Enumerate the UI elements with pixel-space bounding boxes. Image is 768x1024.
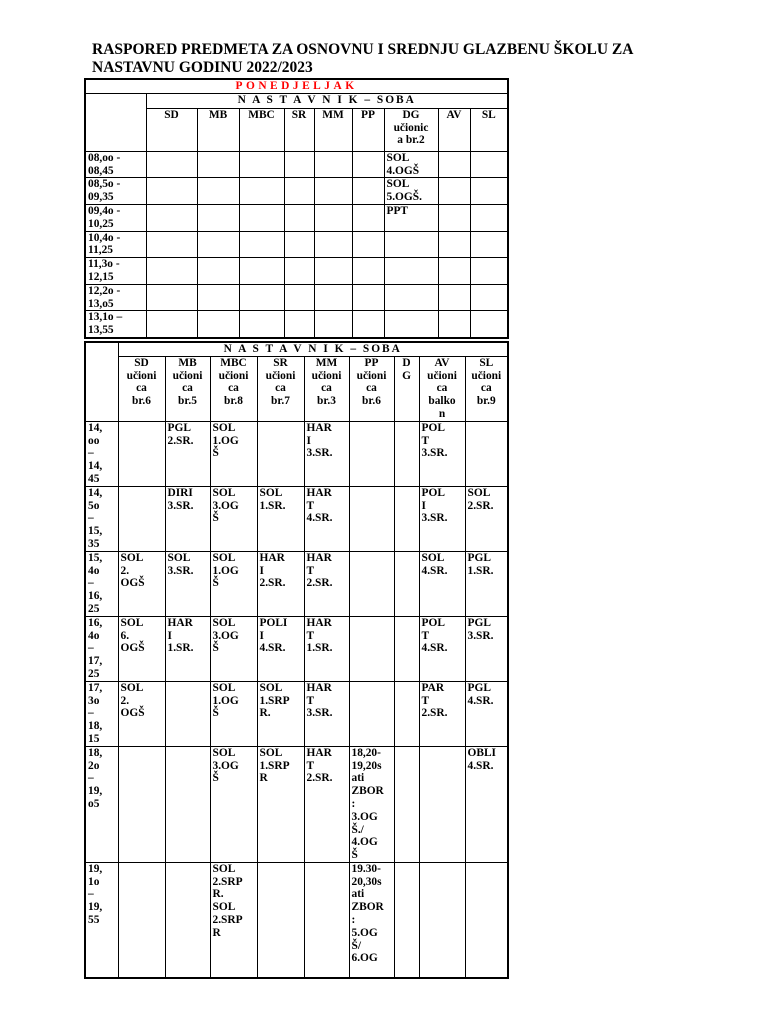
schedule-cell bbox=[239, 311, 284, 338]
schedule-cell: HAR T 3.SR. bbox=[304, 681, 349, 746]
column-header-row bbox=[85, 108, 508, 151]
schedule-cell bbox=[394, 616, 419, 681]
schedule-cell bbox=[384, 258, 438, 285]
schedule-cell: SOL 3.OG Š bbox=[210, 616, 257, 681]
column-header-row bbox=[85, 356, 508, 421]
schedule-cell: PPT bbox=[384, 204, 438, 231]
schedule-cell bbox=[394, 421, 419, 486]
schedule-cell bbox=[239, 258, 284, 285]
schedule-cell bbox=[239, 151, 284, 178]
schedule-cell bbox=[470, 231, 508, 258]
column-header: SR bbox=[284, 108, 314, 151]
schedule-cell bbox=[419, 862, 465, 978]
schedule-cell bbox=[284, 284, 314, 311]
schedule-cell bbox=[239, 204, 284, 231]
time-cell: 09,4o - 10,25 bbox=[85, 204, 146, 231]
schedule-cell bbox=[197, 311, 239, 338]
column-header: MM bbox=[314, 108, 352, 151]
schedule-cell bbox=[284, 204, 314, 231]
schedule-cell bbox=[197, 258, 239, 285]
schedule-cell bbox=[239, 284, 284, 311]
column-header: D G bbox=[394, 356, 419, 421]
schedule-cell bbox=[304, 862, 349, 978]
schedule-cell bbox=[352, 311, 384, 338]
schedule-cell: PGL 4.SR. bbox=[465, 681, 508, 746]
corner-cell bbox=[85, 93, 146, 151]
schedule-cell: SOL 4.OGŠ bbox=[384, 151, 438, 178]
schedule-cell: HAR T 2.SR. bbox=[304, 551, 349, 616]
schedule-table-morning bbox=[84, 78, 509, 339]
schedule-cell bbox=[314, 178, 352, 205]
schedule-cell bbox=[284, 311, 314, 338]
schedule-cell: SOL 2. OGŠ bbox=[118, 681, 165, 746]
schedule-cell: HAR I 3.SR. bbox=[304, 421, 349, 486]
table-row bbox=[85, 551, 508, 616]
column-header: MM učioni ca br.3 bbox=[304, 356, 349, 421]
column-header: MB učioni ca br.5 bbox=[165, 356, 210, 421]
schedule-cell: SOL 6. OGŠ bbox=[118, 616, 165, 681]
schedule-cell bbox=[239, 231, 284, 258]
schedule-cell bbox=[165, 746, 210, 862]
title-line-2: NASTAVNU GODINU 2022/2023 bbox=[92, 59, 313, 76]
schedule-cell bbox=[349, 486, 394, 551]
schedule-cell bbox=[314, 204, 352, 231]
schedule-cell bbox=[394, 746, 419, 862]
column-header: MBC učioni ca br.8 bbox=[210, 356, 257, 421]
schedule-cell bbox=[197, 284, 239, 311]
corner-cell bbox=[85, 342, 118, 421]
schedule-cell bbox=[384, 231, 438, 258]
column-header: SR učioni ca br.7 bbox=[257, 356, 304, 421]
schedule-cell: POL T 3.SR. bbox=[419, 421, 465, 486]
schedule-cell bbox=[197, 231, 239, 258]
time-cell: 11,3o - 12,15 bbox=[85, 258, 146, 285]
schedule-cell bbox=[146, 151, 197, 178]
schedule-cell bbox=[146, 231, 197, 258]
schedule-cell bbox=[465, 862, 508, 978]
time-cell: 15, 4o – 16, 25 bbox=[85, 551, 118, 616]
nastavnik-soba-header: N A S T A V N I K – SOBA bbox=[118, 342, 508, 356]
schedule-cell: HAR I 2.SR. bbox=[257, 551, 304, 616]
time-cell: 17, 3o – 18, 15 bbox=[85, 681, 118, 746]
schedule-cell: OBLI 4.SR. bbox=[465, 746, 508, 862]
schedule-cell: SOL 3.OG Š bbox=[210, 486, 257, 551]
schedule-cell: PGL 3.SR. bbox=[465, 616, 508, 681]
time-cell: 19, 1o – 19, 55 bbox=[85, 862, 118, 978]
schedule-cell bbox=[470, 178, 508, 205]
schedule-cell bbox=[394, 486, 419, 551]
schedule-cell bbox=[419, 746, 465, 862]
schedule-cell bbox=[438, 178, 470, 205]
column-header: MB bbox=[197, 108, 239, 151]
table-row bbox=[85, 284, 508, 311]
schedule-cell bbox=[284, 231, 314, 258]
schedule-cell bbox=[118, 486, 165, 551]
schedule-cell bbox=[146, 258, 197, 285]
time-cell: 18, 2o – 19, o5 bbox=[85, 746, 118, 862]
schedule-cell bbox=[349, 681, 394, 746]
schedule-cell: SOL 3.OG Š bbox=[210, 746, 257, 862]
schedule-cell: POL T 4.SR. bbox=[419, 616, 465, 681]
time-cell: 16, 4o – 17, 25 bbox=[85, 616, 118, 681]
schedule-cell bbox=[284, 178, 314, 205]
schedule-cell bbox=[314, 284, 352, 311]
time-cell: 13,1o – 13,55 bbox=[85, 311, 146, 338]
schedule-cell bbox=[197, 151, 239, 178]
table-row bbox=[85, 421, 508, 486]
time-cell: 14, 5o – 15, 35 bbox=[85, 486, 118, 551]
time-cell: 12,2o - 13,o5 bbox=[85, 284, 146, 311]
nastavnik-soba-header: N A S T A V N I K – SOBA bbox=[146, 93, 508, 108]
header-row bbox=[85, 342, 508, 356]
schedule-cell bbox=[352, 284, 384, 311]
schedule-cell: POLI I 4.SR. bbox=[257, 616, 304, 681]
schedule-cell bbox=[197, 204, 239, 231]
column-header: SL učioni ca br.9 bbox=[465, 356, 508, 421]
schedule-cell bbox=[352, 258, 384, 285]
schedule-cell: SOL 1.SR. bbox=[257, 486, 304, 551]
table-row bbox=[85, 746, 508, 862]
column-header: PP bbox=[352, 108, 384, 151]
schedule-cell bbox=[465, 421, 508, 486]
column-header: AV bbox=[438, 108, 470, 151]
column-header: PP učioni ca br.6 bbox=[349, 356, 394, 421]
schedule-cell bbox=[470, 311, 508, 338]
schedule-cell: HAR T 2.SR. bbox=[304, 746, 349, 862]
schedule-cell: SOL 1.SRP R. bbox=[257, 681, 304, 746]
schedule-cell bbox=[438, 284, 470, 311]
schedule-cell bbox=[352, 231, 384, 258]
time-cell: 08,oo - 08,45 bbox=[85, 151, 146, 178]
column-header: SD bbox=[146, 108, 197, 151]
schedule-cell bbox=[165, 681, 210, 746]
schedule-cell bbox=[314, 258, 352, 285]
table-row bbox=[85, 311, 508, 338]
day-header: PONEDJELJAK bbox=[85, 79, 508, 93]
schedule-cell: HAR T 1.SR. bbox=[304, 616, 349, 681]
table-row bbox=[85, 486, 508, 551]
schedule-cell bbox=[349, 551, 394, 616]
time-cell: 08,5o - 09,35 bbox=[85, 178, 146, 205]
schedule-cell bbox=[438, 258, 470, 285]
schedule-table-afternoon bbox=[84, 341, 509, 979]
schedule-cell bbox=[118, 746, 165, 862]
table-row bbox=[85, 231, 508, 258]
schedule-cell: SOL 1.OG Š bbox=[210, 551, 257, 616]
schedule-cell: SOL 1.OG Š bbox=[210, 421, 257, 486]
schedule-cell bbox=[352, 178, 384, 205]
schedule-cell bbox=[284, 258, 314, 285]
schedule-cell: SOL 2.SR. bbox=[465, 486, 508, 551]
title-line-1: RASPORED PREDMETA ZA OSNOVNU I SREDNJU GLAZBENU ŠKOLU ZA bbox=[92, 41, 634, 58]
column-header: DG učionic a br.2 bbox=[384, 108, 438, 151]
schedule-cell bbox=[146, 204, 197, 231]
time-cell: 14, oo – 14, 45 bbox=[85, 421, 118, 486]
schedule-cell bbox=[470, 204, 508, 231]
column-header: SD učioni ca br.6 bbox=[118, 356, 165, 421]
table-row bbox=[85, 204, 508, 231]
table-row bbox=[85, 178, 508, 205]
time-cell: 10,4o - 11,25 bbox=[85, 231, 146, 258]
schedule-cell bbox=[118, 421, 165, 486]
schedule-cell: 18,20- 19,20s ati ZBOR : 3.OG Š./ 4.OG Š bbox=[349, 746, 394, 862]
schedule-cell bbox=[197, 178, 239, 205]
schedule-cell: PAR T 2.SR. bbox=[419, 681, 465, 746]
schedule-cell: SOL 1.SRP R bbox=[257, 746, 304, 862]
table-row bbox=[85, 151, 508, 178]
schedule-cell: SOL 5.OGŠ. bbox=[384, 178, 438, 205]
schedule-cell bbox=[314, 231, 352, 258]
schedule-cell bbox=[394, 862, 419, 978]
schedule-cell bbox=[165, 862, 210, 978]
schedule-cell bbox=[349, 616, 394, 681]
schedule-cell: PGL 1.SR. bbox=[465, 551, 508, 616]
header-row bbox=[85, 93, 508, 108]
column-header: MBC bbox=[239, 108, 284, 151]
schedule-cell bbox=[352, 151, 384, 178]
schedule-cell bbox=[470, 151, 508, 178]
schedule-cell bbox=[394, 551, 419, 616]
schedule-cell: SOL 3.SR. bbox=[165, 551, 210, 616]
schedule-cell bbox=[314, 311, 352, 338]
schedule-cell bbox=[284, 151, 314, 178]
column-header: SL bbox=[470, 108, 508, 151]
schedule-cell bbox=[384, 311, 438, 338]
schedule-cell bbox=[470, 284, 508, 311]
schedule-cell bbox=[438, 231, 470, 258]
schedule-cell: SOL 2.SRP R. SOL 2.SRP R bbox=[210, 862, 257, 978]
schedule-cell bbox=[314, 151, 352, 178]
schedule-cell bbox=[394, 681, 419, 746]
schedule-cell: POL I 3.SR. bbox=[419, 486, 465, 551]
schedule-cell bbox=[146, 284, 197, 311]
schedule-cell bbox=[239, 178, 284, 205]
schedule-cell: SOL 1.OG Š bbox=[210, 681, 257, 746]
schedule-cell bbox=[146, 178, 197, 205]
schedule-cell: HAR T 4.SR. bbox=[304, 486, 349, 551]
schedule-cell: SOL 4.SR. bbox=[419, 551, 465, 616]
table-row bbox=[85, 862, 508, 978]
schedule-cell bbox=[438, 204, 470, 231]
table-row bbox=[85, 616, 508, 681]
schedule-cell bbox=[470, 258, 508, 285]
schedule-cell: DIRI 3.SR. bbox=[165, 486, 210, 551]
schedule-cell bbox=[257, 421, 304, 486]
schedule-cell bbox=[257, 862, 304, 978]
column-header: AV učioni ca balko n bbox=[419, 356, 465, 421]
schedule-cell: PGL 2.SR. bbox=[165, 421, 210, 486]
schedule-cell bbox=[349, 421, 394, 486]
schedule-cell bbox=[118, 862, 165, 978]
day-row bbox=[85, 79, 508, 93]
schedule-cell bbox=[438, 151, 470, 178]
table-row bbox=[85, 258, 508, 285]
schedule-cell: 19.30- 20,30s ati ZBOR : 5.OG Š/ 6.OG bbox=[349, 862, 394, 978]
table-row bbox=[85, 681, 508, 746]
schedule-cell bbox=[384, 284, 438, 311]
schedule-cell bbox=[438, 311, 470, 338]
schedule-cell bbox=[146, 311, 197, 338]
document-title bbox=[92, 41, 712, 77]
schedule-cell bbox=[352, 204, 384, 231]
schedule-cell: HAR I 1.SR. bbox=[165, 616, 210, 681]
schedule-cell: SOL 2. OGŠ bbox=[118, 551, 165, 616]
